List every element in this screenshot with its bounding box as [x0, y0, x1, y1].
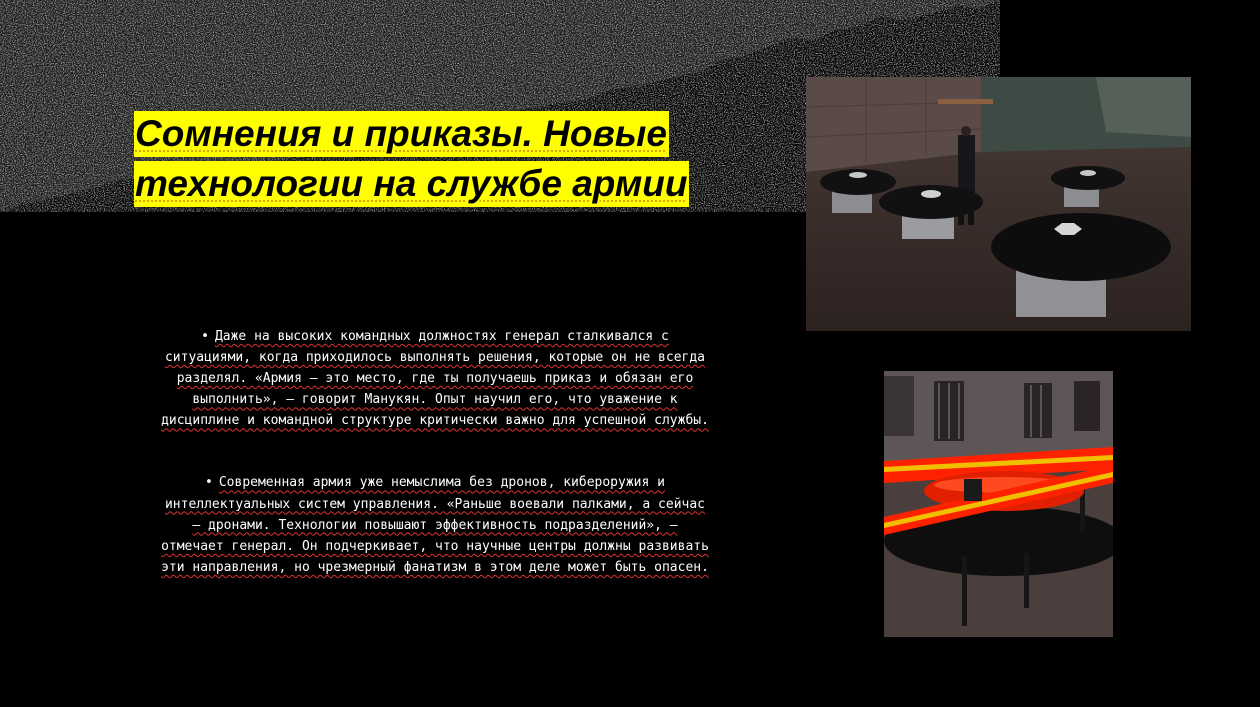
game-screenshot-tables — [806, 77, 1191, 331]
list-item — [160, 326, 710, 431]
bullet-text: Современная армия уже немыслима без дронов, кибероружия и интеллектуальных систем управления. «Раньше воевали палками, а сейчас — дронами. Технологии повышают эффективность подразделений», — отмечает генерал. Он подчеркивает, что научные центры должны развивать эти направления, но чрезмерный фанатизм в этом деле может быть опасен. — [161, 475, 709, 575]
title-line-1: Сомнения и приказы. Новые — [134, 111, 669, 157]
game-screenshot-plane — [884, 371, 1113, 637]
bullet-dot-icon: • — [201, 329, 209, 344]
bullet-dot-icon: • — [205, 475, 213, 491]
bullet-list — [160, 326, 710, 578]
slide-title — [134, 111, 689, 207]
title-line-2: технологии на службе армии — [134, 161, 689, 207]
list-item — [160, 472, 710, 577]
bullet-text: Даже на высоких командных должностях генерал сталкивался с ситуациями, когда приходилось выполнять решения, которые он не всегда разделял. «Армия — это место, где ты получаешь приказ и обязан его выполнить», — говорит Манукян. Опыт научил его, что уважение к дисциплине и командной структуре критически важно для успешной службы. — [161, 329, 709, 429]
